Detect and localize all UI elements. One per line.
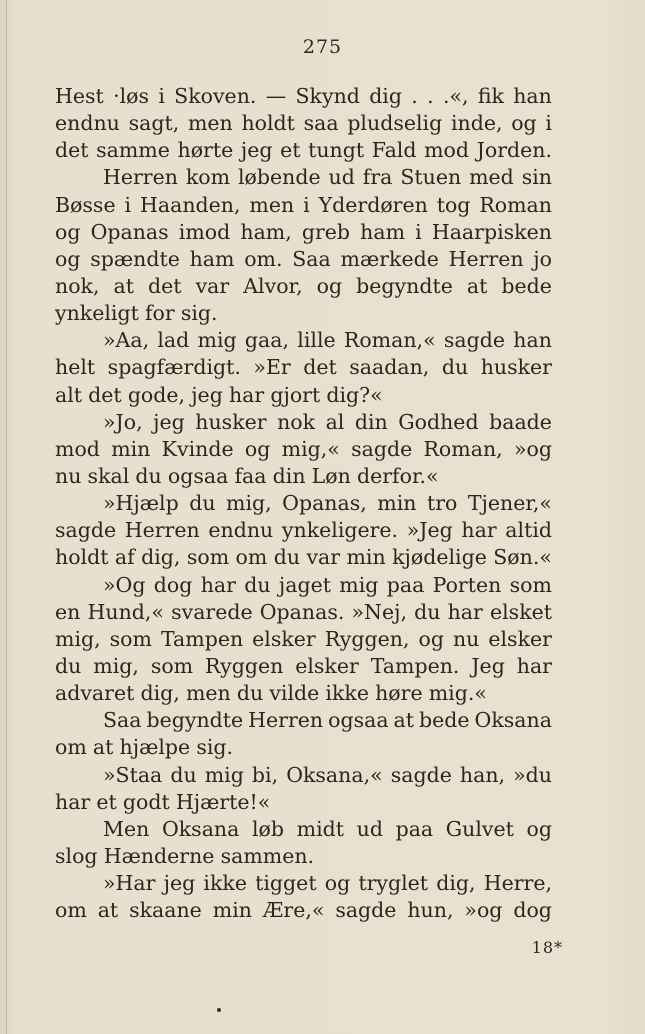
text-line: sagde Herren endnu ynkeligere. »Jeg har altid (55, 518, 552, 543)
text-line: nu skal du ogsaa faa din Løn derfor.« (55, 463, 439, 488)
text-line: »Staa du mig bi, Oksana,« sagde han, »du (103, 762, 552, 787)
text-line: det samme hørte jeg et tungt Fald mod Jorden. (55, 138, 552, 163)
text-line: om at skaane min Ære,« sagde hun, »og dog (55, 898, 552, 923)
body-text (55, 83, 552, 924)
text-line: har et godt Hjærte!« (55, 789, 271, 814)
text-line: »Og dog har du jaget mig paa Porten som (103, 572, 552, 597)
text-line: nok, at det var Alvor, og begyndte at bede (55, 273, 552, 298)
text-line: du mig, som Ryggen elsker Tampen. Jeg har (55, 653, 552, 678)
text-line: helt spagfærdigt. »Er det saadan, du husker (55, 355, 552, 380)
text-line: »Jo, jeg husker nok al din Godhed baade (103, 409, 552, 434)
text-line: mig, som Tampen elsker Ryggen, og nu elsker (55, 626, 552, 651)
text-line: slog Hænderne sammen. (55, 843, 315, 868)
text-line: alt det gode, jeg har gjort dig?« (55, 382, 383, 407)
text-line: Bøsse i Haanden, men i Yderdøren tog Roman (55, 192, 552, 217)
signature-mark: 18* (531, 938, 563, 957)
text-line: endnu sagt, men holdt saa pludselig inde, og i (55, 111, 552, 136)
text-line: holdt af dig, som om du var min kjødelige Søn.« (55, 545, 552, 570)
text-line: »Aa, lad mig gaa, lille Roman,« sagde han (103, 328, 552, 353)
text-line: Herren kom løbende ud fra Stuen med sin (103, 165, 552, 190)
text-line: og Opanas imod ham, greb ham i Haarpisken (55, 219, 552, 244)
text-line: om at hjælpe sig. (55, 735, 234, 760)
page-number: 275 (302, 36, 343, 58)
page-edge (6, 0, 7, 1034)
text-line: advaret dig, men du vilde ikke høre mig.« (55, 681, 487, 706)
text-line: en Hund,« svarede Opanas. »Nej, du har elsket (55, 599, 552, 624)
text-line: Saa begyndte Herren ogsaa at bede Oksana (103, 708, 552, 733)
text-line: og spændte ham om. Saa mærkede Herren jo (55, 246, 552, 271)
text-line: Hest ·løs i Skoven. — Skynd dig . . .«, fik han (55, 84, 552, 108)
text-line: »Hjælp du mig, Opanas, min tro Tjener,« (103, 491, 552, 516)
text-line: ynkeligt for sig. (55, 301, 218, 326)
text-line: »Har jeg ikke tigget og tryglet dig, Herre, (103, 871, 552, 896)
text-line: Men Oksana løb midt ud paa Gulvet og (103, 816, 552, 841)
text-line: mod min Kvinde og mig,« sagde Roman, »og (55, 436, 552, 461)
ink-speck (217, 1008, 221, 1012)
